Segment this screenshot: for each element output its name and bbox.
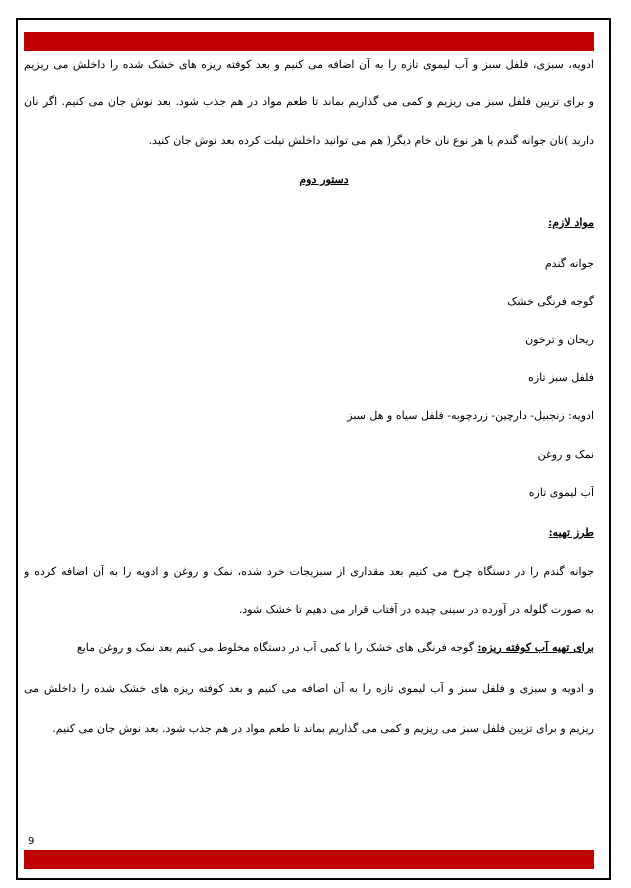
- sauce-line: ریزیم و برای تزیین فلفل سبز می ریزیم و کمی می گذاریم بماند تا طعم مواد در هم جذب شود. بعد نوش جان می کنیم.: [52, 722, 594, 735]
- page-content: [24, 55, 594, 755]
- sauce-text: گوجه فرنگی های خشک را با کمی آب در دستگاه مخلوط می کنیم بعد نمک و روغن مایع: [76, 641, 474, 654]
- ingredient-item: فلفل سبز تازه: [528, 371, 594, 384]
- header-bar: [24, 32, 594, 51]
- recipe-title: دستور دوم: [299, 173, 349, 186]
- paragraph-line: ادویه، سبزی، فلفل سبز و آب لیموی تازه را به آن اضافه می کنیم و بعد کوفته ریزه های خشک شده را داخلش می ریزیم: [24, 58, 594, 71]
- ingredients-heading: مواد لازم:: [548, 216, 594, 229]
- method-heading: طرز تهیه:: [548, 526, 594, 539]
- page-number: 9: [28, 836, 35, 847]
- sauce-paragraph-first-line: [24, 641, 594, 654]
- sauce-line: و ادویه و سبزی و فلفل سبز و آب لیموی تازه را به آن اضافه می کنیم و بعد کوفته ریزه های خشک شده را داخلش می: [24, 682, 594, 695]
- paragraph-line: و برای تزیین فلفل سبز می ریزیم و کمی می گذاریم بماند تا طعم مواد در هم جذب شود. بعد نوش جان می کنیم. اگر نان: [24, 95, 594, 108]
- footer-bar: [24, 850, 594, 869]
- paragraph-line: دارید )نان جوانه گندم یا هر نوع نان خام دیگر( هم می توانید داخلش تیلت کرده بعد نوش جان کنید.: [148, 134, 594, 147]
- ingredient-item: گوجه فرنگی خشک: [507, 295, 594, 308]
- method-line: جوانه گندم را در دستگاه چرخ می کنیم بعد مقداری از سبزیجات خرد شده، نمک و روغن و ادویه را به آن اضافه کرده و: [24, 565, 594, 578]
- ingredient-item: ریحان و ترخون: [525, 333, 594, 346]
- ingredient-item: نمک و روغن: [537, 448, 594, 461]
- recipe-title-row: [24, 173, 594, 186]
- ingredient-item: ادویه: زنجبیل- دارچین- زردچوبه- فلفل سیاه و هل سبز: [347, 409, 594, 422]
- sauce-heading: برای تهیه آب کوفته ریزه:: [477, 641, 594, 654]
- ingredient-item: آب لیموی تازه: [528, 486, 594, 499]
- method-line: به صورت گلوله در آورده در سینی چیده در آفتاب قرار می دهیم تا خشک شود.: [238, 603, 594, 616]
- ingredient-item: جوانه گندم: [544, 257, 594, 270]
